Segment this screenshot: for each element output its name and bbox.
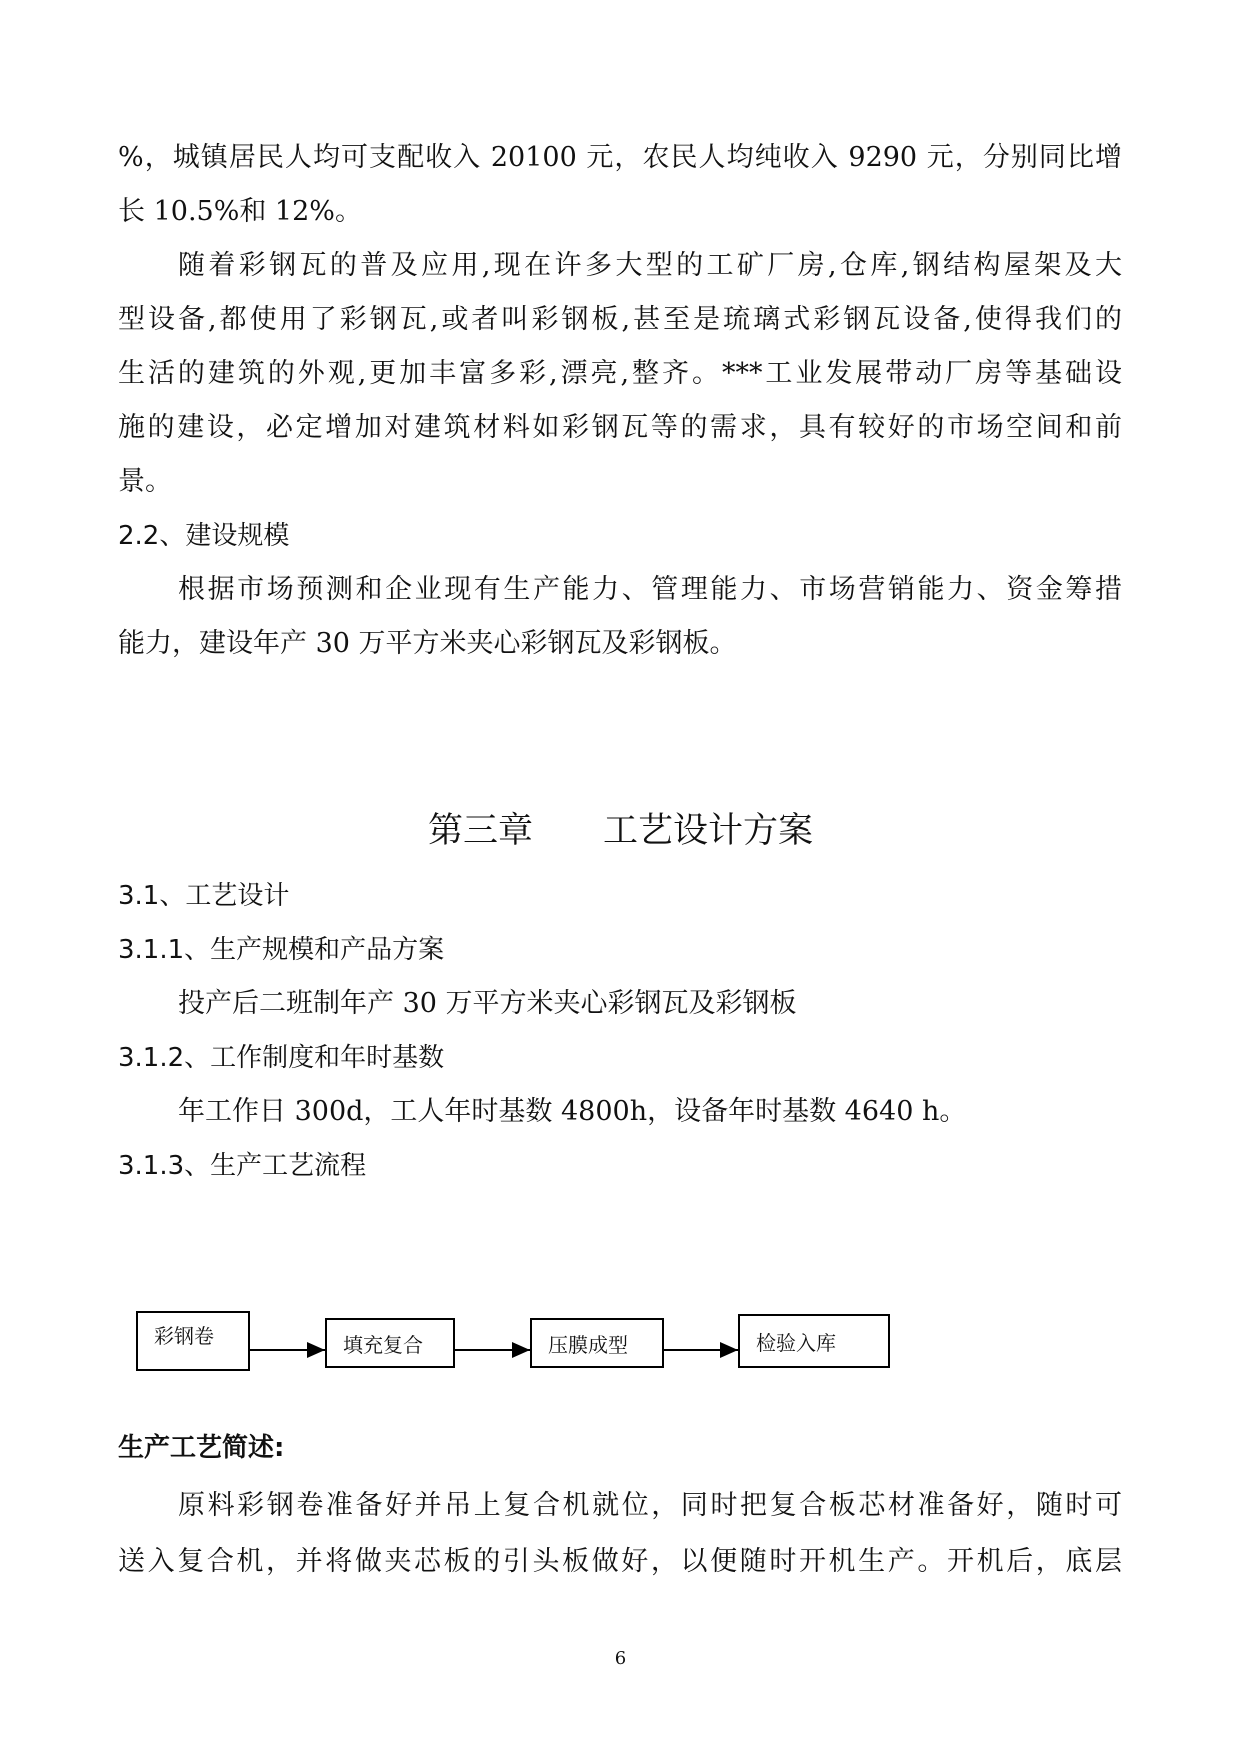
chapter-number: 第三章 bbox=[427, 811, 533, 851]
section-heading: 3.1.3、生产工艺流程 bbox=[118, 1151, 367, 1181]
paragraph-line: 原料彩钢卷准备好并吊上复合机就位，同时把复合板芯材准备好，随时可 bbox=[178, 1490, 1122, 1521]
flow-step-label: 压膜成型 bbox=[548, 1333, 628, 1357]
chapter-title bbox=[0, 808, 1241, 854]
flow-step-box bbox=[136, 1311, 250, 1371]
section-heading: 2.2、建设规模 bbox=[118, 521, 290, 551]
paragraph-line: 景。 bbox=[118, 466, 172, 497]
paragraph-line: 能力，建设年产 30 万平方米夹心彩钢瓦及彩钢板。 bbox=[118, 628, 737, 659]
paragraph-line: %，城镇居民人均可支配收入 20100 元，农民人均纯收入 9290 元，分别同比增 bbox=[118, 142, 1122, 173]
flow-step-label: 彩钢卷 bbox=[154, 1324, 214, 1348]
paragraph-line: 型设备,都使用了彩钢瓦,或者叫彩钢板,甚至是琉璃式彩钢瓦设备,使得我们的 bbox=[118, 304, 1122, 335]
paragraph-line: 长 10.5%和 12%。 bbox=[118, 196, 362, 227]
section-heading: 3.1.2、工作制度和年时基数 bbox=[118, 1043, 445, 1073]
section-heading: 3.1.1、生产规模和产品方案 bbox=[118, 935, 445, 965]
chapter-name: 工艺设计方案 bbox=[603, 811, 814, 851]
paragraph-line: 随着彩钢瓦的普及应用,现在许多大型的工矿厂房,仓库,钢结构屋架及大 bbox=[178, 250, 1122, 281]
flow-step-label: 检验入库 bbox=[756, 1331, 836, 1355]
paragraph-line: 送入复合机，并将做夹芯板的引头板做好，以便随时开机生产。开机后，底层 bbox=[118, 1546, 1122, 1577]
paragraph-line: 根据市场预测和企业现有生产能力、管理能力、市场营销能力、资金筹措 bbox=[178, 574, 1122, 605]
paragraph-line: 生活的建筑的外观,更加丰富多彩,漂亮,整齐。***工业发展带动厂房等基础设 bbox=[118, 358, 1122, 389]
summary-title: 生产工艺简述: bbox=[118, 1433, 285, 1463]
section-heading: 3.1、工艺设计 bbox=[118, 881, 290, 911]
page-number: 6 bbox=[614, 1648, 627, 1669]
paragraph-line: 投产后二班制年产 30 万平方米夹心彩钢瓦及彩钢板 bbox=[178, 988, 797, 1019]
flow-step-box bbox=[738, 1314, 890, 1368]
paragraph-line: 年工作日 300d，工人年时基数 4800h，设备年时基数 4640 h。 bbox=[178, 1096, 967, 1127]
paragraph-line: 施的建设，必定增加对建筑材料如彩钢瓦等的需求，具有较好的市场空间和前 bbox=[118, 412, 1122, 443]
flow-step-box bbox=[530, 1318, 664, 1368]
flow-step-label: 填充复合 bbox=[343, 1333, 423, 1357]
flow-step-box bbox=[325, 1318, 455, 1368]
